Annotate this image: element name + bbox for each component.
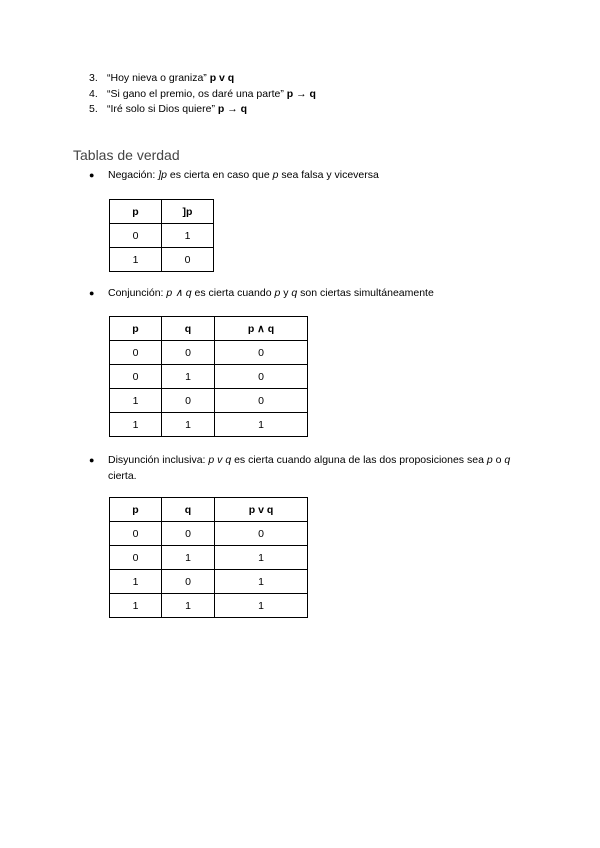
table-cell: 1 xyxy=(215,413,308,437)
table-row xyxy=(110,413,308,437)
list-item xyxy=(89,102,316,118)
table-row xyxy=(110,522,308,546)
description: es cierta en caso que xyxy=(166,169,273,181)
table-cell: 0 xyxy=(110,341,162,365)
term-label: Negación: xyxy=(108,169,159,181)
symbol: ]p xyxy=(158,169,167,181)
bullet-icon: ● xyxy=(89,288,95,298)
list-item xyxy=(89,87,316,103)
variable-p: p xyxy=(272,169,279,181)
table-header-row xyxy=(110,317,308,341)
table-cell: 0 xyxy=(215,522,308,546)
header-cell: q xyxy=(162,317,215,341)
table-cell: 1 xyxy=(162,546,215,570)
table-cell: 0 xyxy=(162,570,215,594)
header-cell: q xyxy=(162,498,215,522)
formula: p → q xyxy=(286,87,316,100)
header-cell: p ∧ q xyxy=(215,317,308,341)
variable-p: p xyxy=(274,287,281,299)
bullet-icon: ● xyxy=(89,455,95,465)
table-cell: 1 xyxy=(110,413,162,437)
table-cell: 0 xyxy=(215,389,308,413)
description: son ciertas simultáneamente xyxy=(297,287,434,299)
section-heading: Tablas de verdad xyxy=(73,147,180,163)
table-row xyxy=(110,341,308,365)
header-cell: p xyxy=(110,498,162,522)
list-text xyxy=(107,87,316,103)
table-cell: 1 xyxy=(162,413,215,437)
table-cell: 0 xyxy=(110,224,162,248)
description: cierta. xyxy=(108,469,137,482)
table-header-row xyxy=(110,498,308,522)
description: sea falsa y viceversa xyxy=(278,169,379,181)
table-cell: 1 xyxy=(215,594,308,618)
table-cell: 1 xyxy=(215,546,308,570)
list-text xyxy=(107,102,247,118)
table-row xyxy=(110,248,214,272)
list-number: 3. xyxy=(89,72,98,84)
table-row xyxy=(110,570,308,594)
bullet-text xyxy=(108,286,488,302)
table-header-row xyxy=(110,200,214,224)
list-text xyxy=(107,71,234,87)
formula: p v q xyxy=(209,72,235,84)
symbol: p v q xyxy=(208,454,232,466)
table-cell: 1 xyxy=(215,570,308,594)
bullet-text xyxy=(108,453,528,484)
table-cell: 0 xyxy=(162,389,215,413)
header-cell: ]p xyxy=(162,200,214,224)
table-cell: 1 xyxy=(110,594,162,618)
header-cell: p xyxy=(110,317,162,341)
description: es cierta cuando alguna de las dos proposiciones sea xyxy=(231,454,487,466)
bullet-negation xyxy=(89,168,458,184)
table-cell: 0 xyxy=(110,365,162,389)
table-cell: 0 xyxy=(215,341,308,365)
table-cell: 0 xyxy=(162,341,215,365)
table-cell: 1 xyxy=(110,570,162,594)
table-cell: 1 xyxy=(162,365,215,389)
list-item xyxy=(89,71,316,87)
table-row xyxy=(110,594,308,618)
header-cell: p xyxy=(110,200,162,224)
sentence: “Hoy nieva o graniza” xyxy=(107,72,210,84)
table-cell: 0 xyxy=(162,248,214,272)
disjunction-table xyxy=(109,497,308,618)
list-number: 5. xyxy=(89,103,98,115)
symbol: p ∧ q xyxy=(166,287,192,299)
negation-table xyxy=(109,199,214,272)
table-row xyxy=(110,389,308,413)
table-cell: 0 xyxy=(110,546,162,570)
disjunction-word: o xyxy=(492,454,505,466)
variable-q: q xyxy=(504,454,511,466)
term-label: Conjunción: xyxy=(108,287,167,299)
sentence: “Si gano el premio, os daré una parte” xyxy=(107,87,287,100)
table-row xyxy=(110,224,214,248)
variable-q: q xyxy=(291,287,298,299)
table-cell: 1 xyxy=(110,389,162,413)
table-row xyxy=(110,365,308,389)
conjunction-table xyxy=(109,316,308,437)
table-cell: 1 xyxy=(162,594,215,618)
bullet-conjunction xyxy=(89,286,488,302)
table-cell: 0 xyxy=(215,365,308,389)
description: es cierta cuando xyxy=(191,287,275,299)
table-cell: 0 xyxy=(162,522,215,546)
sentence: “Iré solo si Dios quiere” xyxy=(107,103,218,115)
table-cell: 1 xyxy=(110,248,162,272)
table-row xyxy=(110,546,308,570)
table-cell: 0 xyxy=(110,522,162,546)
list-number: 4. xyxy=(89,87,98,100)
numbered-list xyxy=(89,71,316,118)
conjunction-word: y xyxy=(280,287,292,299)
header-cell: p v q xyxy=(215,498,308,522)
bullet-disjunction xyxy=(89,453,528,484)
bullet-text xyxy=(108,168,458,184)
term-label: Disyunción inclusiva: xyxy=(108,454,209,466)
table-cell: 1 xyxy=(162,224,214,248)
formula: p → q xyxy=(217,103,248,115)
variable-p: p xyxy=(486,454,493,466)
bullet-icon: ● xyxy=(89,170,95,180)
